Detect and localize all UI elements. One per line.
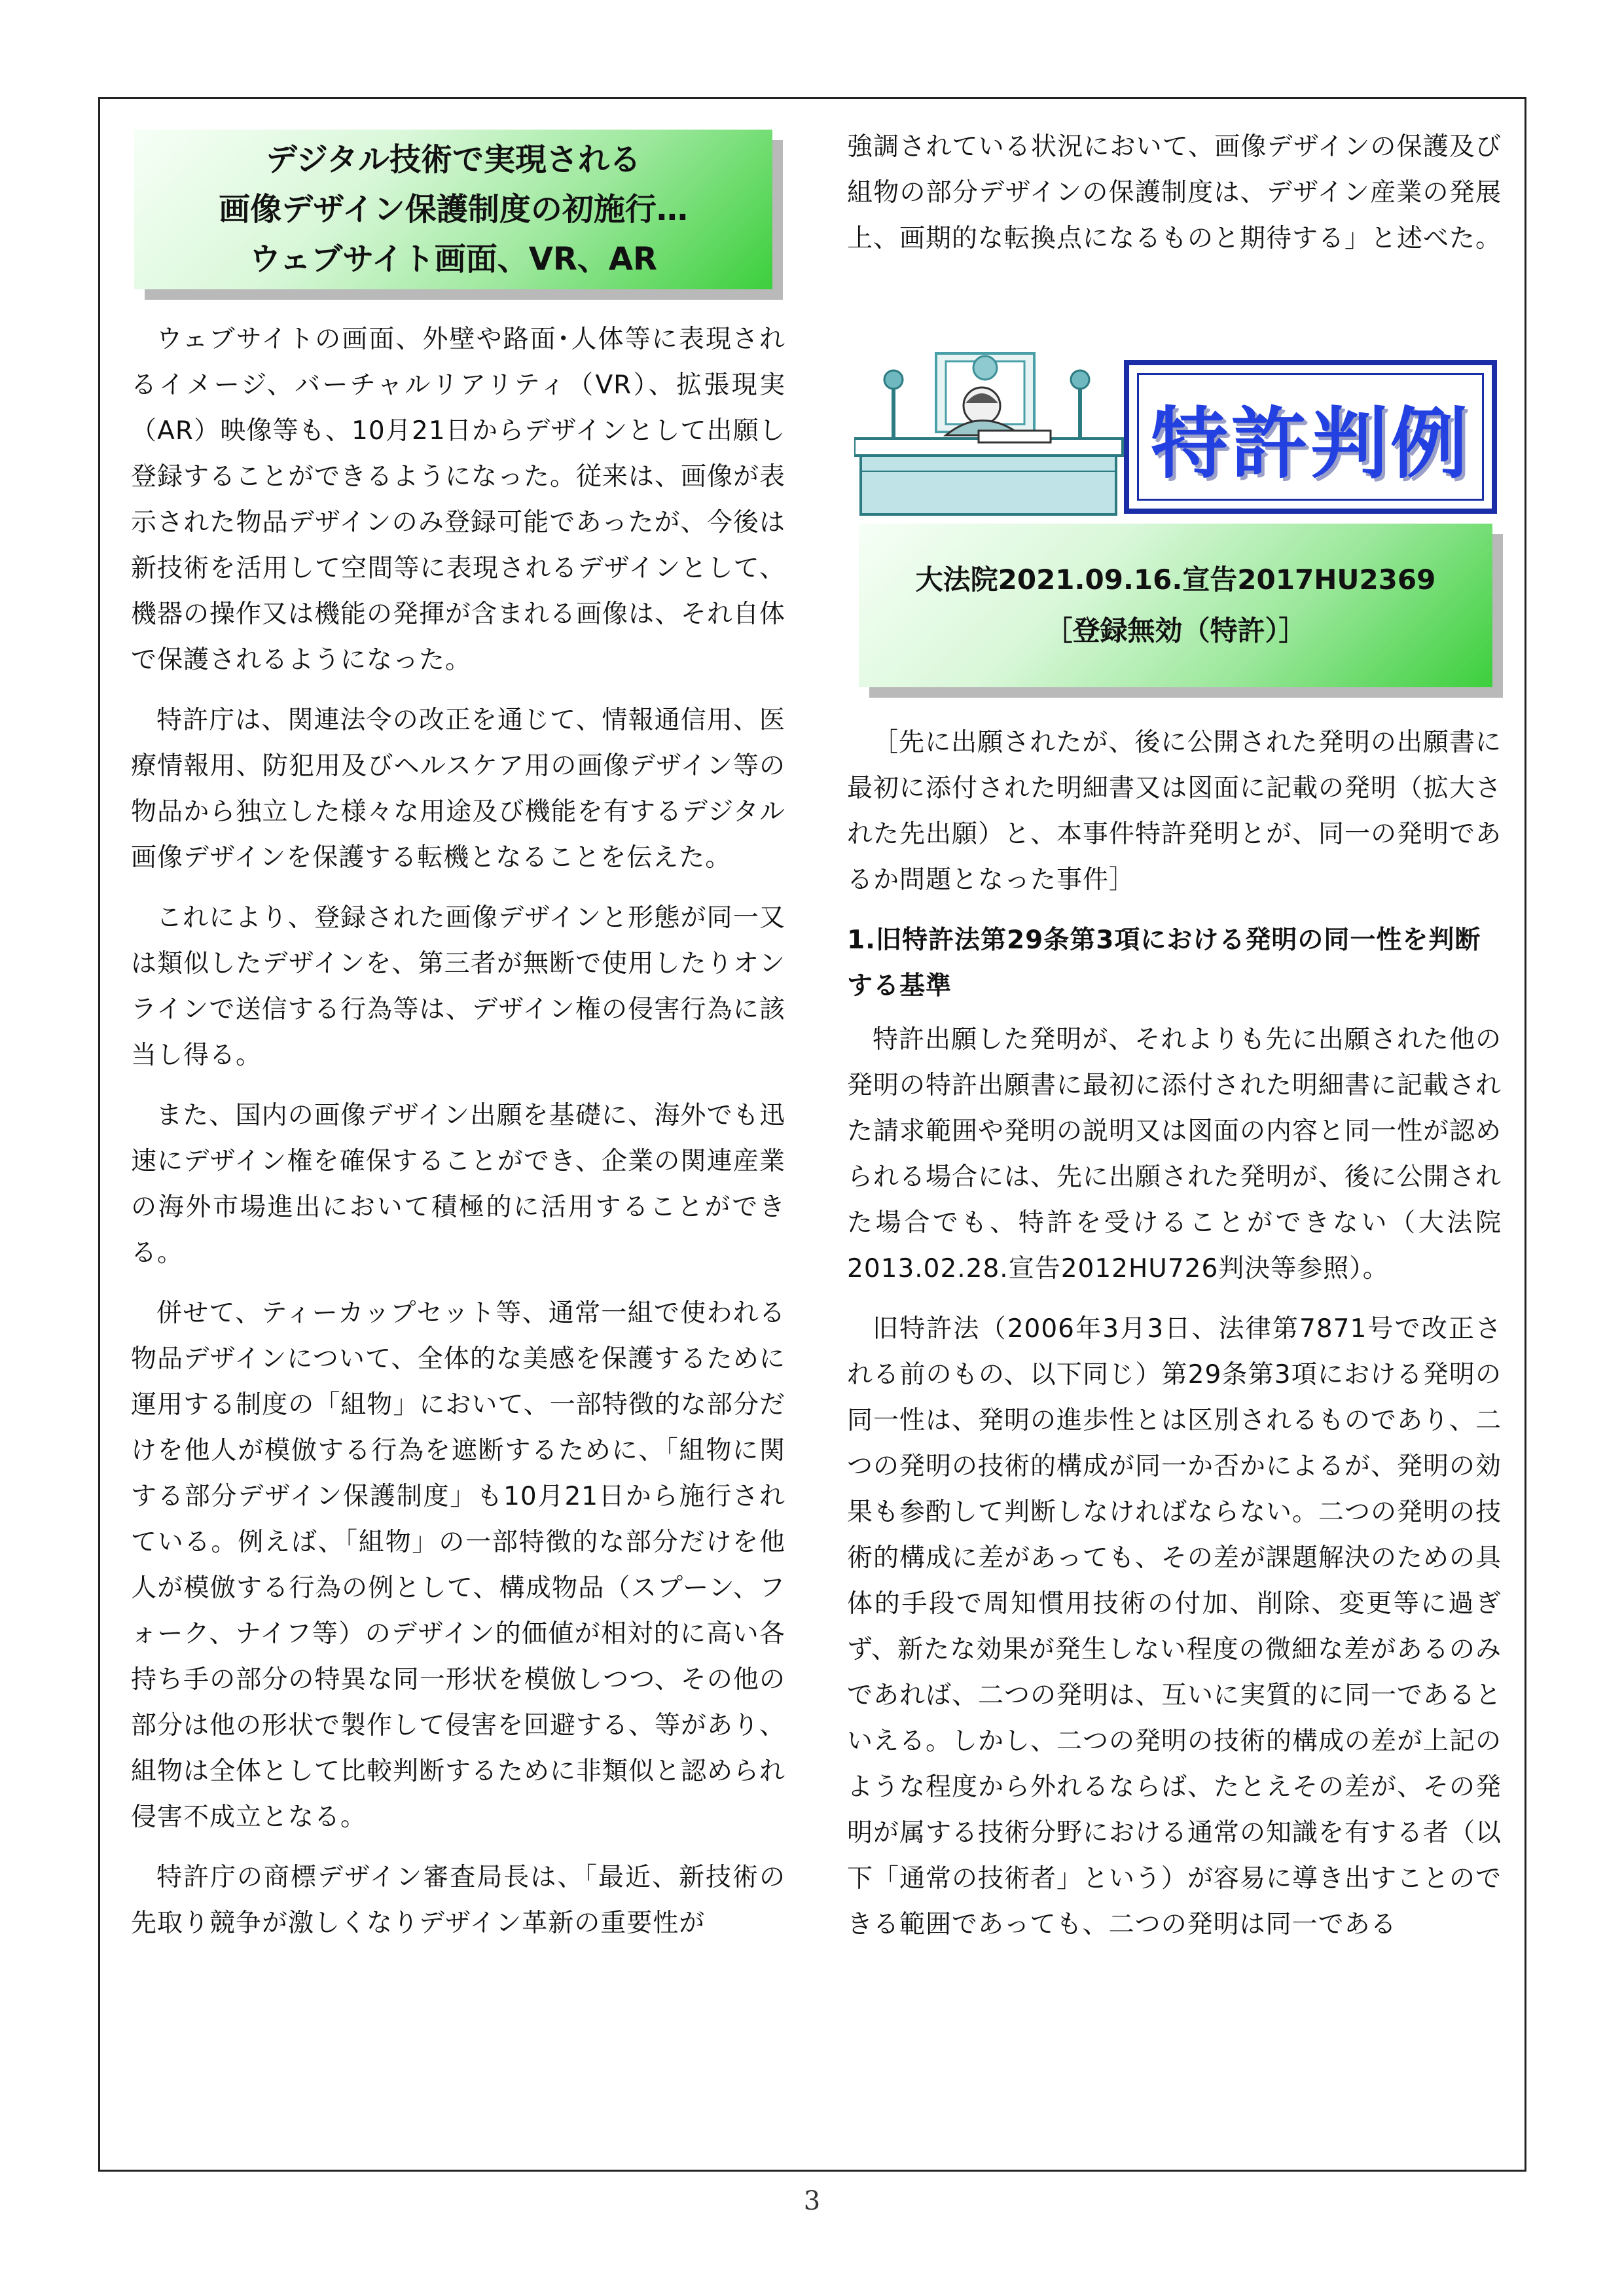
- left-paragraph-5: 併せて、ティーカップセット等、通常一組で使われる物品デザインについて、全体的な美感を保護するために運用する制度の「組物」において、一部特徴的な部分だけを他人が模倣する行為を遮断するために、「組物に関する部分デザイン保護制度」も10月21日から施行されている。例えば、「組物」の一部特徴的な部分だけを他人が模倣する行為の例として、構成物品（スプーン、フォーク、ナイフ等）のデザイン的価値が相対的に高い各持ち手の部分の特異な同一形状を模倣しつつ、その他の部分は他の形状で製作して侵害を回避する、等があり、組物は全体として比較判断するために非類似と認められ侵害不成立となる。: [131, 1299, 786, 1832]
- article-heading-line-2: 画像デザイン保護制度の初施行…: [219, 191, 688, 228]
- section-1-heading: 1.旧特許法第29条第3項における発明の同一性を判断する基準: [847, 925, 1481, 1001]
- page-number: 3: [803, 2186, 821, 2216]
- case-heading-line-2: ［登録無効（特許）］: [1045, 615, 1307, 647]
- case-heading-box: [859, 524, 1492, 687]
- courtroom-illustration: [854, 340, 1129, 517]
- left-paragraph-6: 特許庁の商標デザイン審査局長は、「最近、新技術の先取り競争が激しくなりデザイン革新の重要性が: [131, 1863, 785, 1938]
- case-heading-line-1: 大法院2021.09.16.宣告2017HU2369: [915, 564, 1436, 596]
- right-continuation-paragraph: 強調されている状況において、画像デザインの保護及び組物の部分デザインの保護制度は、デザイン産業の発展上、画期的な転換点になるものと期待する」と述べた。: [847, 132, 1502, 253]
- article-heading-line-1: デジタル技術で実現される: [265, 141, 641, 178]
- right-column-body: [847, 720, 1502, 1948]
- left-paragraph-3: これにより、登録された画像デザインと形態が同一又は類似したデザインを、第三者が無断で使用したりオンラインで送信する行為等は、デザイン権の侵害行為に該当し得る。: [131, 903, 785, 1070]
- right-paragraph-2: 旧特許法（2006年3月3日、法律第7871号で改正される前のもの、以下同じ）第29条第3項における発明の同一性は、発明の進歩性とは区別されるものであり、二つの発明の技術的構成が同一か否かによるが、発明の効果も参酌して判断しなければならない。二つの発明の技術的構成に差があっても、その差が課題解決のための具体的手段で周知慣用技術の付加、削除、変更等に過ぎず、新たな効果が発生しない程度の微細な差があるのみであれば、二つの発明は、互いに実質的に同一であるといえる。しかし、二つの発明の技術的構成の差が上記のような程度から外れるならば、たとえその差が、その発明が属する技術分野における通常の知識を有する者（以下「通常の技術者」という）が容易に導き出すことのできる範囲であっても、二つの発明は同一である: [847, 1314, 1502, 1939]
- left-column-body: [131, 317, 785, 1946]
- article-heading-line-3: ウェブサイト画面、VR、AR: [249, 241, 657, 278]
- left-paragraph-2: 特許庁は、関連法令の改正を通じて、情報通信用、医療情報用、防犯用及びヘルスケア用の画像デザイン等の物品から独立した様々な用途及び機能を有するデジタル画像デザインを保護する転機となることを伝えた。: [131, 706, 785, 872]
- left-paragraph-4: また、国内の画像デザイン出願を基礎に、海外でも迅速にデザイン権を確保することができ、企業の関連産業の海外市場進出において積極的に活用することができる。: [131, 1101, 785, 1268]
- patent-precedent-title-box: [1124, 360, 1497, 514]
- patent-precedent-title: 特許判例: [1137, 373, 1484, 501]
- article-heading-box: [134, 130, 772, 289]
- right-column-top: [847, 124, 1502, 262]
- case-summary: ［先に出願されたが、後に公開された発明の出願書に最初に添付された明細書又は図面に記載の発明（拡大された先出願）と、本事件特許発明とが、同一の発明であるか問題となった事件］: [847, 728, 1502, 895]
- right-paragraph-1: 特許出願した発明が、それよりも先に出願された他の発明の特許出願書に最初に添付された明細書に記載された請求範囲や発明の説明又は図面の内容と同一性が認められる場合には、先に出願された発明が、後に公開された場合でも、特許を受けることができない（大法院2013.02.28.宣告2012HU726判決等参照）。: [847, 1025, 1502, 1283]
- left-paragraph-1: ウェブサイトの画面、外壁や路面･人体等に表現されるイメージ、バーチャルリアリティ（VR）、拡張現実（AR）映像等も、10月21日からデザインとして出願し登録することができるようになった。従来は、画像が表示された物品デザインのみ登録可能であったが、今後は新技術を活用して空間等に表現されるデザインとして、機器の操作又は機能の発揮が含まれる画像は、それ自体で保護されるようになった。: [131, 325, 786, 675]
